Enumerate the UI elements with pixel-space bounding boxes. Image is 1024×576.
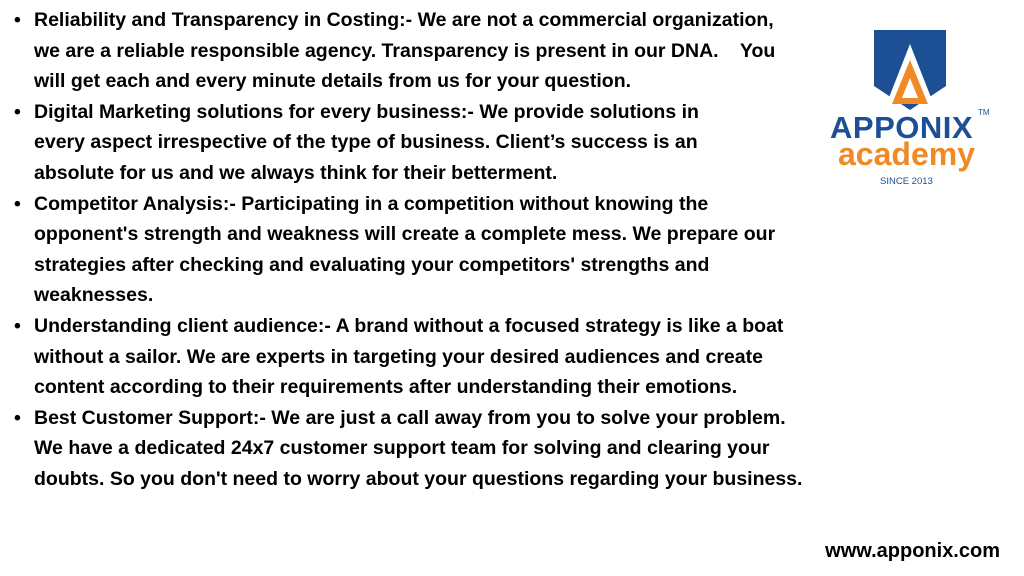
bullet-line: Best Customer Support:- We are just a call away from you to solve your problem.	[34, 406, 786, 429]
bullet-dot: •	[14, 406, 21, 429]
logo-trademark: TM	[978, 108, 990, 117]
bullet-line: Reliability and Transparency in Costing:- We are not a commercial organization,	[34, 9, 774, 31]
bullet-dot: •	[14, 192, 21, 215]
footer-website-link[interactable]: www.apponix.com	[825, 540, 1000, 562]
bullet-line: every aspect irrespective of the type of business. Client’s success is an	[34, 131, 698, 154]
bullet-dot: •	[14, 314, 21, 337]
bullet-item	[14, 189, 914, 311]
bullet-text	[34, 5, 914, 97]
bullet-line: strategies after checking and evaluating your competitors' strengths and	[34, 253, 710, 276]
bullet-item	[14, 403, 914, 495]
bullet-line: Understanding client audience:- A brand without a focused strategy is like a boat	[34, 314, 784, 337]
bullet-text	[34, 189, 914, 311]
bullet-item	[14, 311, 914, 403]
bullet-line: We have a dedicated 24x7 customer support team for solving and clearing your	[34, 437, 770, 460]
bullet-line: will get each and every minute details from us for your question.	[34, 70, 632, 93]
logo-tagline: academy	[838, 136, 975, 172]
bullet-item	[14, 5, 914, 97]
logo-wordmark: APPONIX	[830, 110, 974, 145]
apponix-logo-mark-icon	[870, 30, 950, 110]
logo-since: SINCE 2013	[880, 176, 933, 187]
bullet-dot: •	[14, 9, 21, 31]
bullet-line: absolute for us and we always think for their betterment.	[34, 161, 558, 184]
bullet-line: content according to their requirements after understanding their emotions.	[34, 376, 738, 399]
bullet-line: we are a reliable responsible agency. Transparency is present in our DNA. You	[34, 39, 776, 62]
bullet-line: Digital Marketing solutions for every business:- We provide solutions in	[34, 100, 699, 123]
bullet-list	[14, 5, 914, 495]
bullet-text	[34, 97, 914, 189]
bullet-line: without a sailor. We are experts in targeting your desired audiences and create	[34, 345, 763, 368]
bullet-text	[34, 311, 914, 403]
bullet-dot: •	[14, 100, 21, 123]
apponix-logo	[826, 30, 998, 192]
bullet-item	[14, 97, 914, 189]
bullet-text	[34, 403, 914, 495]
bullet-line: doubts. So you don't need to worry about your questions regarding your business.	[34, 467, 803, 490]
bullet-line: opponent's strength and weakness will create a complete mess. We prepare our	[34, 223, 776, 246]
bullet-line: Competitor Analysis:- Participating in a competition without knowing the	[34, 192, 709, 215]
bullet-line: weaknesses.	[34, 284, 154, 307]
